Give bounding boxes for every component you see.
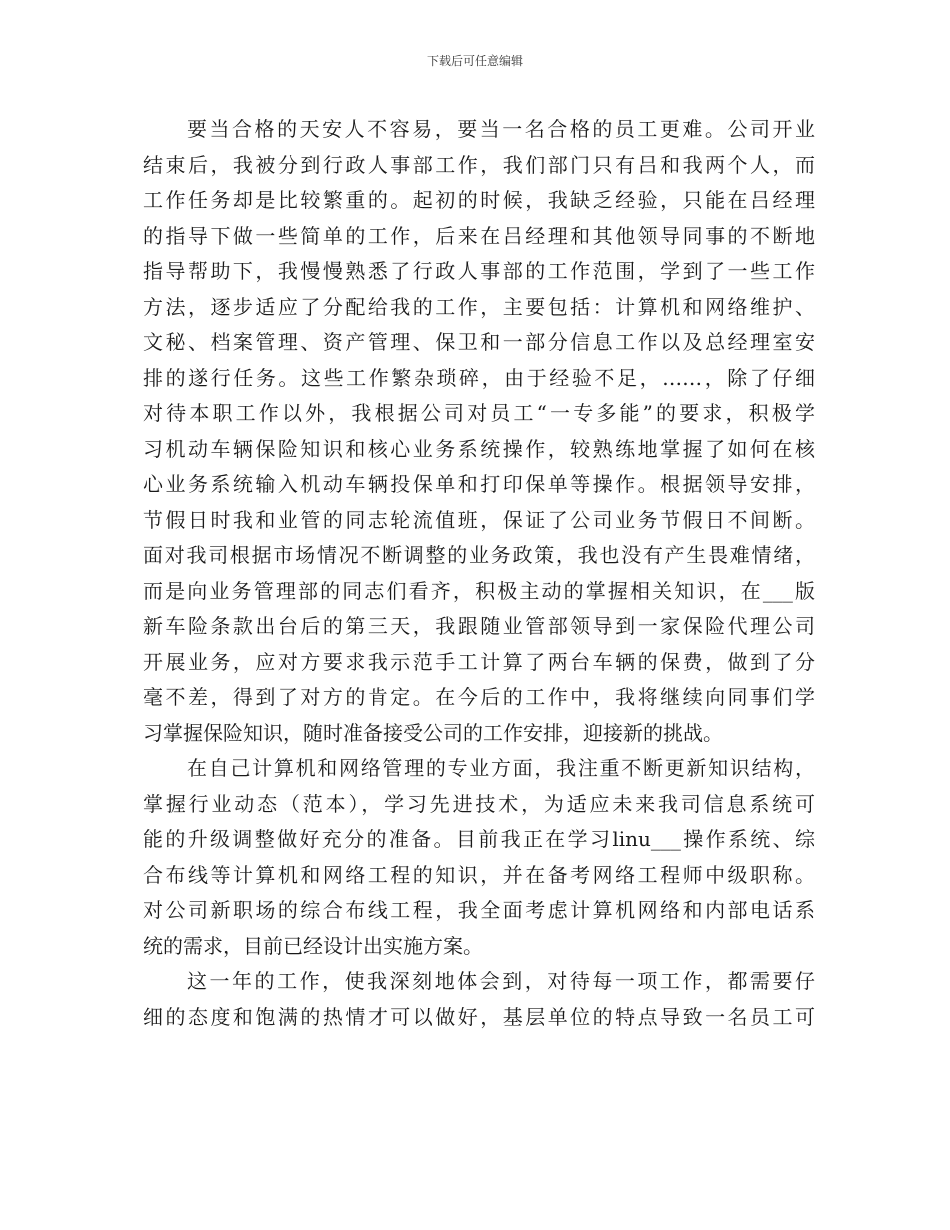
page-header: 下载后可任意编辑 [426, 54, 523, 68]
text-line: 方法，逐步适应了分配给我的工作，主要包括：计算机和网络维护、 [143, 294, 815, 319]
text-line: 排的遂行任务。这些工作繁杂琐碎，由于经验不足，……，除了仔细 [143, 365, 815, 390]
text-line: 统的需求，目前已经设计出实施方案。 [143, 933, 483, 958]
text-line: 开展业务，应对方要求我示范手工计算了两台车辆的保费，做到了分 [143, 649, 815, 674]
text-line: 节假日时我和业管的同志轮流值班，保证了公司业务节假日不间断。 [143, 507, 815, 532]
text-line: 掌握行业动态（范本），学习先进技术，为适应未来我司信息系统可 [143, 791, 815, 816]
text-line: 心业务系统输入机动车辆投保单和打印保单等操作。根据领导安排， [143, 472, 815, 496]
text-line: 结束后，我被分到行政人事部工作，我们部门只有吕和我两个人，而 [143, 152, 815, 177]
text-line: 要当合格的天安人不容易，要当一名合格的员工更难。公司开业 [187, 117, 815, 141]
text-line: 面对我司根据市场情况不断调整的业务政策，我也没有产生畏难情绪， [143, 543, 815, 567]
document-body [143, 112, 815, 1035]
text-line: 能的升级调整做好充分的准备。目前我正在学习linu___操作系统、综 [143, 827, 815, 851]
text-line: 这一年的工作，使我深刻地体会到，对待每一项工作，都需要仔 [187, 969, 815, 993]
text-line: 对待本职工作以外，我根据公司对员工“一专多能”的要求，积极学 [143, 401, 815, 425]
text-line: 新车险条款出台后的第三天，我跟随业管部领导到一家保险代理公司 [143, 614, 815, 638]
text-line: 合布线等计算机和网络工程的知识，并在备考网络工程师中级职称。 [143, 862, 815, 887]
text-line: 的指导下做一些简单的工作，后来在吕经理和其他领导同事的不断地 [143, 223, 815, 248]
text-line: 而是向业务管理部的同志们看齐，积极主动的掌握相关知识，在___版 [143, 578, 815, 603]
text-line: 细的态度和饱满的热情才可以做好，基层单位的特点导致一名员工可 [143, 1004, 815, 1029]
text-line: 文秘、档案管理、资产管理、保卫和一部分信息工作以及总经理室安 [143, 330, 815, 354]
text-line: 习掌握保险知识，随时准备接受公司的工作安排，迎接新的挑战。 [143, 720, 723, 745]
text-line: 对公司新职场的综合布线工程，我全面考虑计算机网络和内部电话系 [143, 898, 815, 922]
text-line: 指导帮助下，我慢慢熟悉了行政人事部的工作范围，学到了一些工作 [143, 259, 815, 283]
text-line: 毫不差，得到了对方的肯定。在今后的工作中，我将继续向同事们学 [143, 685, 815, 709]
text-line: 工作任务却是比较繁重的。起初的时候，我缺乏经验，只能在吕经理 [143, 188, 815, 212]
text-line: 习机动车辆保险知识和核心业务系统操作，较熟练地掌握了如何在核 [143, 436, 815, 461]
text-line: 在自己计算机和网络管理的专业方面，我注重不断更新知识结构， [187, 756, 815, 780]
